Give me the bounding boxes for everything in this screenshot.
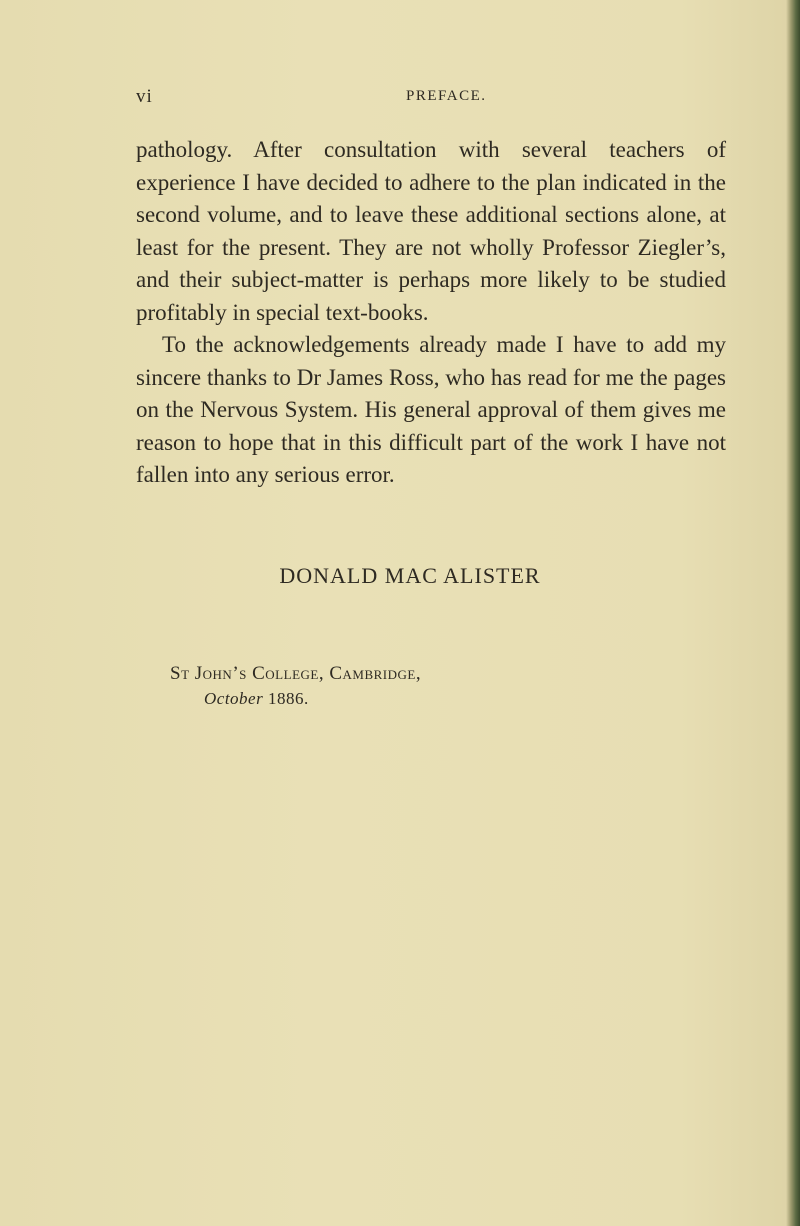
author-signature — [0, 563, 800, 589]
paragraph-2: To the acknowledgements already made I have to add my sincere thanks to Dr James Ross, who has read for me the pages on the Nervous System. His general approval of them gives me reason to hope that in this difficult part of the work I have not fallen into any serious error. — [136, 332, 726, 487]
date-month: October — [204, 689, 264, 708]
page-number: vi — [136, 86, 153, 107]
paragraph-1: pathology. After consultation with several teachers of experience I have decided to adhere to the plan indicated in the second volume, and to leave these additional sections alone, at least for the present. They are not wholly Professor Ziegler’s, and their subject-matter is perhaps more likely to be studied profitably in special text-books. — [136, 137, 726, 325]
running-head: PREFACE. — [406, 88, 487, 104]
address-block — [170, 661, 421, 711]
author-name: DONALD MAC ALISTER — [279, 563, 541, 588]
preface-body — [136, 134, 726, 492]
college-address: St John’s College, Cambridge, — [170, 663, 422, 684]
page-edge-shadow — [786, 0, 800, 1226]
page-header — [136, 86, 726, 110]
date-year: 1886. — [267, 689, 309, 708]
date-line — [170, 686, 421, 711]
